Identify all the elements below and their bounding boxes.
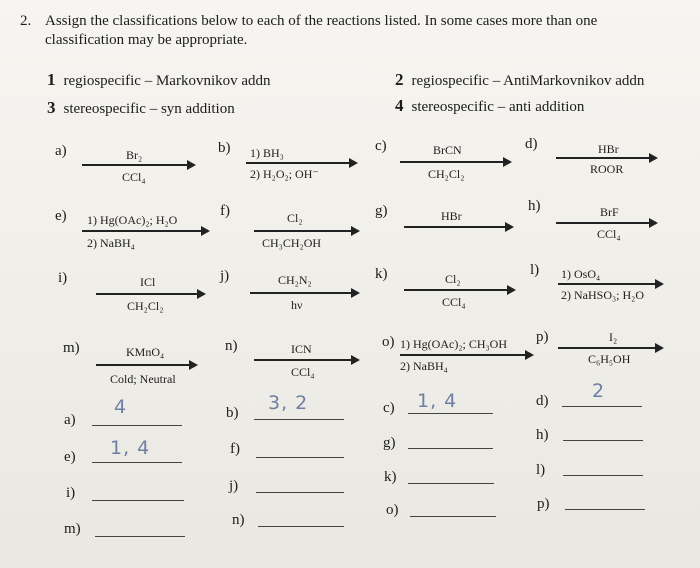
reaction-k-reagent: Cl₂: [445, 272, 461, 286]
answer-g-blank[interactable]: [408, 448, 493, 449]
reaction-p-solvent: C₆H₅OH: [588, 352, 631, 366]
reaction-m-solvent: Cold; Neutral: [110, 372, 176, 386]
reaction-h-label: h): [528, 198, 541, 214]
reaction-i-label: i): [58, 270, 68, 286]
reaction-i-arrow: [96, 293, 204, 295]
reaction-c-label: c): [375, 138, 387, 154]
answer-p-label: p): [537, 496, 550, 512]
reaction-b-reagent: 1) BH₃: [250, 146, 284, 160]
reaction-d-label: d): [525, 136, 538, 152]
reaction-n-label: n): [225, 338, 238, 354]
answer-n-label: n): [232, 512, 245, 528]
answer-m-label: m): [64, 521, 81, 537]
reaction-g-reagent: HBr: [441, 209, 462, 223]
answer-i-label: i): [66, 485, 76, 501]
reaction-f-arrow: [254, 230, 358, 232]
reaction-o-label: o): [382, 334, 395, 350]
question-number: 2.: [20, 13, 32, 29]
classification-3-text: stereospecific – syn addition: [63, 101, 235, 117]
question-text-line1: Assign the classifications below to each of the reactions listed. In some cases more than one: [45, 13, 598, 29]
reaction-e-reagent: 1) Hg(OAc)₂; H₂O: [87, 213, 178, 227]
answer-d-label: d): [536, 393, 549, 409]
answer-e-label: e): [64, 449, 76, 465]
reaction-m-label: m): [63, 340, 80, 356]
classification-2-number: 2: [395, 70, 404, 89]
answer-b-label: b): [226, 405, 239, 421]
reaction-k-label: k): [375, 266, 388, 282]
answer-n-blank[interactable]: [258, 526, 344, 527]
reaction-i-solvent: CH₂Cl₂: [127, 299, 164, 313]
classification-3: [47, 98, 235, 118]
answer-j-label: j): [229, 478, 239, 494]
reaction-j-label: j): [220, 268, 230, 284]
reaction-m-arrow: [96, 364, 196, 366]
reaction-l-reagent: 1) OsO₄: [561, 267, 601, 281]
reaction-n-arrow: [254, 359, 358, 361]
reaction-l-arrow: [558, 283, 662, 285]
answer-k-blank[interactable]: [408, 483, 494, 484]
answer-g-label: g): [383, 435, 396, 451]
classification-2: [395, 70, 644, 90]
reaction-p-arrow: [558, 347, 662, 349]
reaction-n-reagent: ICN: [291, 342, 312, 356]
reaction-j-reagent: CH₂N₂: [278, 273, 312, 287]
reaction-k-solvent: CCl₄: [442, 295, 466, 309]
reaction-a-arrow: [82, 164, 194, 166]
reaction-d-arrow: [556, 157, 656, 159]
reaction-j-solvent: hν: [291, 298, 303, 312]
reaction-h-reagent: BrF: [600, 205, 619, 219]
answer-b-value: 3, 2: [268, 392, 309, 414]
reaction-d-solvent: ROOR: [590, 162, 624, 176]
answer-f-blank[interactable]: [256, 457, 344, 458]
reaction-e-solvent: 2) NaBH₄: [87, 236, 135, 250]
answer-c-blank[interactable]: [408, 413, 493, 414]
reaction-n-solvent: CCl₄: [291, 365, 315, 379]
answer-o-label: o): [386, 502, 399, 518]
reaction-p-reagent: I₂: [609, 330, 618, 344]
reaction-j-arrow: [250, 292, 358, 294]
classification-1-number: 1: [47, 70, 56, 89]
reaction-l-label: l): [530, 262, 540, 278]
question-text-line2: classification may be appropriate.: [45, 32, 248, 48]
answer-d-blank[interactable]: [562, 406, 642, 407]
reaction-g-label: g): [375, 203, 388, 219]
answer-a-label: a): [64, 412, 76, 428]
answer-d-value: 2: [592, 380, 606, 402]
reaction-c-solvent: CH₂Cl₂: [428, 167, 465, 181]
reaction-d-reagent: HBr: [598, 142, 619, 156]
answer-p-blank[interactable]: [565, 509, 645, 510]
classification-3-number: 3: [47, 98, 56, 117]
reaction-m-reagent: KMnO₄: [126, 345, 165, 359]
reaction-a-solvent: CCl₄: [122, 170, 146, 184]
classification-1-text: regiospecific – Markovnikov addn: [63, 73, 271, 89]
reaction-o-solvent: 2) NaBH₄: [400, 359, 448, 373]
answer-c-label: c): [383, 400, 395, 416]
reaction-i-reagent: ICl: [140, 275, 156, 289]
reaction-c-reagent: BrCN: [433, 143, 462, 157]
reaction-f-solvent: CH₃CH₂OH: [262, 236, 322, 250]
reaction-f-reagent: Cl₂: [287, 211, 303, 225]
answer-e-blank[interactable]: [92, 462, 182, 463]
reaction-h-solvent: CCl₄: [597, 227, 621, 241]
classification-1: [47, 70, 271, 90]
answer-h-blank[interactable]: [563, 440, 643, 441]
reaction-k-arrow: [404, 289, 514, 291]
answer-e-value: 1, 4: [110, 437, 151, 459]
answer-a-value: 4: [114, 396, 128, 418]
reaction-b-solvent: 2) H₂O₂; OH⁻: [250, 167, 319, 181]
answer-j-blank[interactable]: [256, 492, 344, 493]
answer-a-blank[interactable]: [92, 425, 182, 426]
reaction-g-arrow: [404, 226, 512, 228]
answer-m-blank[interactable]: [95, 536, 185, 537]
answer-f-label: f): [230, 441, 240, 457]
reaction-c-arrow: [400, 161, 510, 163]
answer-i-blank[interactable]: [92, 500, 184, 501]
answer-l-blank[interactable]: [563, 475, 643, 476]
reaction-e-label: e): [55, 208, 67, 224]
classification-4-number: 4: [395, 96, 404, 115]
reaction-b-arrow: [246, 162, 356, 164]
reaction-o-reagent: 1) Hg(OAc)₂; CH₃OH: [400, 337, 508, 351]
answer-l-label: l): [536, 462, 546, 478]
answer-b-blank[interactable]: [254, 419, 344, 420]
answer-o-blank[interactable]: [410, 516, 496, 517]
reaction-l-solvent: 2) NaHSO₃; H₂O: [561, 288, 645, 302]
reaction-p-label: p): [536, 329, 549, 345]
answer-k-label: k): [384, 469, 397, 485]
reaction-f-label: f): [220, 203, 230, 219]
reaction-b-label: b): [218, 140, 231, 156]
reaction-e-arrow: [82, 230, 208, 232]
answer-c-value: 1, 4: [417, 390, 458, 412]
reaction-o-arrow: [400, 354, 532, 356]
reaction-a-label: a): [55, 143, 67, 159]
classification-4-text: stereospecific – anti addition: [411, 99, 585, 115]
reaction-h-arrow: [556, 222, 656, 224]
classification-4: [395, 96, 584, 116]
classification-2-text: regiospecific – AntiMarkovnikov addn: [411, 73, 645, 89]
reaction-a-reagent: Br₂: [126, 148, 143, 162]
answer-h-label: h): [536, 427, 549, 443]
